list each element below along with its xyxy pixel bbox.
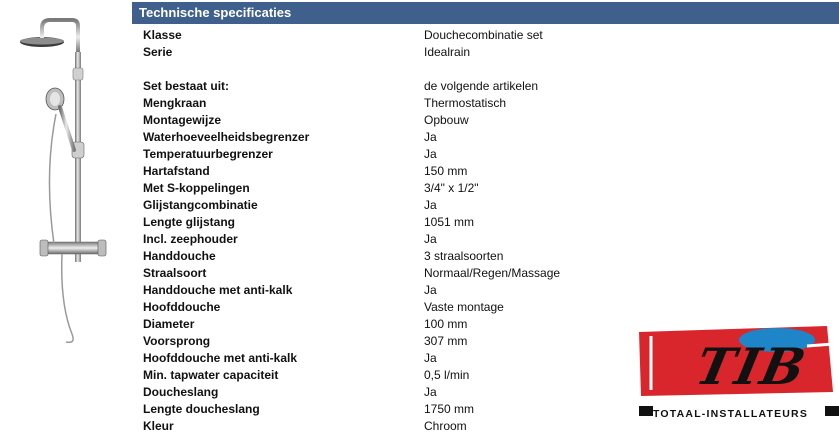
spec-label: Min. tapwater capaciteit (143, 368, 279, 382)
spec-value: 3/4" x 1/2" (424, 181, 479, 195)
spec-label: Waterhoeveelheidsbegrenzer (143, 130, 310, 144)
spec-row (132, 27, 839, 44)
spec-label: Handdouche met anti-kalk (143, 283, 293, 297)
spec-spacer (132, 61, 839, 78)
spec-value: Thermostatisch (424, 96, 507, 110)
spec-row (132, 112, 839, 129)
spec-row (132, 197, 839, 214)
spec-value: 1051 mm (424, 215, 475, 229)
spec-row (132, 180, 839, 197)
spec-value: Idealrain (424, 45, 471, 59)
spec-row (132, 95, 839, 112)
spec-label: Hartafstand (143, 164, 210, 178)
spec-label: Klasse (143, 28, 182, 42)
spec-value: 150 mm (424, 164, 468, 178)
spec-row (132, 214, 839, 231)
spec-value: Ja (424, 130, 437, 144)
spec-label: Montagewijze (143, 113, 222, 127)
spec-value: Ja (424, 147, 437, 161)
spec-value: Douchecombinatie set (424, 28, 543, 42)
spec-row (132, 129, 839, 146)
logo-brand-text: TIB (690, 337, 813, 396)
spec-row (132, 78, 839, 95)
spec-row (132, 282, 839, 299)
shower-set-icon (14, 14, 124, 354)
spec-value: 307 mm (424, 334, 468, 348)
spec-label: Lengte glijstang (143, 215, 236, 229)
spec-label: Handdouche (143, 249, 216, 263)
spec-value: 1750 mm (424, 402, 475, 416)
spec-label: Kleur (143, 419, 174, 433)
spec-value: Ja (424, 351, 437, 365)
spec-label: Met S-koppelingen (143, 181, 250, 195)
spec-row (132, 265, 839, 282)
spec-row (132, 146, 839, 163)
spec-label: Lengte doucheslang (143, 402, 260, 416)
spec-label: Glijstangcombinatie (143, 198, 258, 212)
spec-row (132, 44, 839, 61)
spec-value: de volgende artikelen (424, 79, 539, 93)
spec-value: Ja (424, 232, 437, 246)
spec-row (132, 248, 839, 265)
spec-value: 100 mm (424, 317, 468, 331)
spec-label: Hoofddouche (143, 300, 221, 314)
spec-label: Doucheslang (143, 385, 219, 399)
spec-row (132, 163, 839, 180)
spec-label: Incl. zeephouder (143, 232, 238, 246)
product-image (14, 14, 124, 354)
spec-label: Temperatuurbegrenzer (143, 147, 273, 161)
spec-label: Hoofddouche met anti-kalk (143, 351, 298, 365)
logo-tagline: TOTAAL-INSTALLATEURS (653, 408, 809, 420)
spec-label: Diameter (143, 317, 195, 331)
spec-value: 0,5 l/min (424, 368, 470, 382)
section-title: Technische specificaties (132, 2, 839, 24)
spec-label: Set bestaat uit: (143, 79, 230, 93)
spec-value: Ja (424, 385, 437, 399)
spec-label: Mengkraan (143, 96, 207, 110)
spec-value: Chroom (424, 419, 467, 433)
spec-label: Straalsoort (143, 266, 207, 280)
spec-value: Ja (424, 198, 437, 212)
spec-value: Opbouw (424, 113, 469, 127)
spec-value: 3 straalsoorten (424, 249, 504, 263)
spec-value: Ja (424, 283, 437, 297)
spec-row (132, 231, 839, 248)
spec-value: Normaal/Regen/Massage (424, 266, 561, 280)
spec-label: Voorsprong (143, 334, 211, 348)
spec-value: Vaste montage (424, 300, 504, 314)
spec-label: Serie (143, 45, 173, 59)
